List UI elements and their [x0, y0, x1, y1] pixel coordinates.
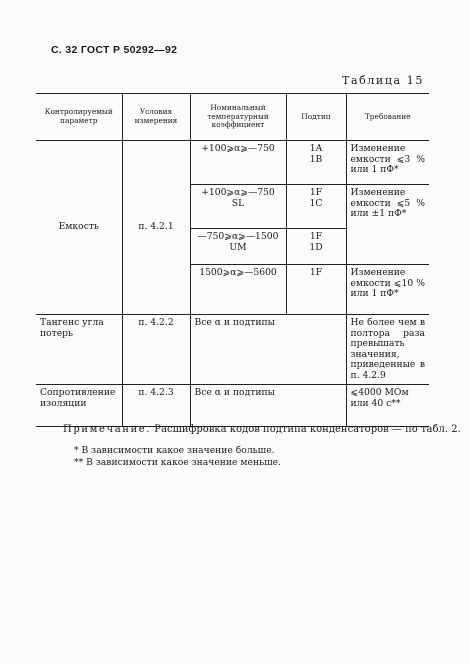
condition-capacitance: п. 4.2.1: [122, 141, 190, 315]
subtype-cell: 1F: [286, 265, 346, 315]
condition-tangent: п. 4.2.2: [122, 315, 190, 385]
parameter-capacitance: Емкость: [36, 141, 122, 315]
table-label: Таблица 15: [342, 74, 424, 87]
note-text: Расшифровка кодов подтипа конденсаторов — по табл. 2.: [154, 424, 461, 435]
requirement-cell: Изменение емкости ⩽10 % или 1 пФ*: [346, 265, 429, 315]
subtype-cell: 1A 1B: [286, 141, 346, 185]
parameter-tangent: Тангенс угла потерь: [36, 315, 122, 385]
footnote: ** В зависимости какое значение меньше.: [74, 457, 281, 468]
table-row: [36, 315, 429, 385]
col-header-requirement: Требование: [346, 94, 429, 141]
requirement-cell: Не более чем в полтора раза превышать значения, приведенные в п. 4.2.9: [346, 315, 429, 385]
table-row: [36, 141, 429, 185]
note-label: Примечание.: [63, 424, 152, 435]
requirement-cell: Изменение емкости ⩽5 % или ±1 пФ*: [346, 185, 429, 265]
col-header-condition: Условия измерения: [122, 94, 190, 141]
requirements-table: [36, 93, 429, 427]
footnote: * В зависимости какое значение больше.: [74, 445, 275, 456]
page-header: С. 32 ГОСТ Р 50292—92: [51, 44, 178, 56]
condition-insulation: п. 4.2.3: [122, 385, 190, 427]
requirement-cell: ⩽4000 МОм или 40 с**: [346, 385, 429, 427]
subtype-cell: 1F 1C: [286, 185, 346, 229]
coef-cell: +100⩾α⩾—750: [190, 141, 286, 185]
coef-cell: Все α и подтипы: [190, 315, 346, 385]
parameter-insulation: Сопротивление изоляции: [36, 385, 122, 427]
coef-cell: Все α и подтипы: [190, 385, 346, 427]
coef-cell: +100⩾α⩾—750 SL: [190, 185, 286, 229]
table-row: [36, 385, 429, 427]
requirement-cell: Изменение емкости ⩽3 % или 1 пФ*: [346, 141, 429, 185]
col-header-subtype: Подтип: [286, 94, 346, 141]
subtype-cell: 1F 1D: [286, 229, 346, 265]
col-header-coefficient: Номинальный температурный коэффициент: [190, 94, 286, 141]
table-note: [63, 424, 461, 435]
table-header-row: [36, 94, 429, 141]
coef-cell: 1500⩾α⩾—5600: [190, 265, 286, 315]
coef-cell: —750⩾α⩾—1500 UM: [190, 229, 286, 265]
col-header-parameter: Контролируемый параметр: [36, 94, 122, 141]
